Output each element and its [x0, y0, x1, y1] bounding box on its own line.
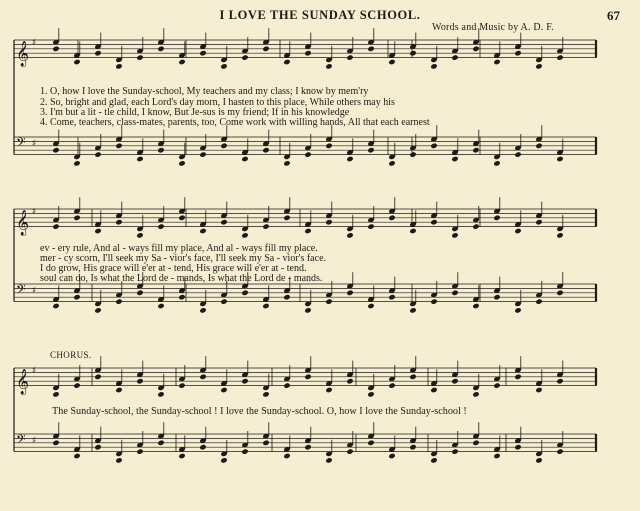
notehead — [451, 232, 458, 238]
notehead — [388, 294, 395, 300]
notehead — [493, 59, 500, 65]
notehead — [73, 160, 80, 166]
notehead — [451, 378, 458, 384]
notehead — [514, 374, 521, 380]
notehead — [283, 160, 290, 166]
notehead — [493, 160, 500, 166]
notehead — [472, 440, 479, 446]
notehead — [430, 298, 437, 304]
notehead — [409, 151, 416, 157]
verse-4-line-1: 4. Come, teachers, class-mates, parents, too, Come work with willing hands, All that each earnest — [40, 117, 430, 128]
notehead — [556, 290, 563, 296]
bass-clef-icon: 𝄢 — [16, 282, 26, 300]
notehead — [451, 448, 458, 454]
notehead — [367, 391, 374, 397]
notehead — [73, 294, 80, 300]
notehead — [94, 307, 101, 313]
notehead — [430, 63, 437, 69]
notehead — [472, 303, 479, 309]
notehead — [220, 457, 227, 463]
notehead — [472, 223, 479, 229]
verse-3-line-1: 3. I'm but a lit - tle child, I know, But Je-sus is my friend; If in his knowledge — [40, 107, 350, 118]
notehead — [346, 378, 353, 384]
notehead — [346, 448, 353, 454]
notehead — [283, 453, 290, 459]
notehead — [178, 453, 185, 459]
notehead — [535, 63, 542, 69]
notehead — [220, 298, 227, 304]
notehead — [346, 290, 353, 296]
notehead — [346, 232, 353, 238]
notehead — [325, 298, 332, 304]
notehead — [52, 223, 59, 229]
notehead — [325, 143, 332, 149]
author-credit: Words and Music by A. D. F. — [432, 22, 554, 33]
bass-clef-icon: 𝄢 — [16, 135, 26, 153]
notehead — [283, 294, 290, 300]
notehead — [241, 156, 248, 162]
notehead — [136, 448, 143, 454]
bass-clef-icon: 𝄢 — [16, 432, 26, 450]
notehead — [367, 147, 374, 153]
notehead — [304, 444, 311, 450]
notehead — [451, 54, 458, 60]
notehead — [556, 232, 563, 238]
notehead — [115, 63, 122, 69]
notehead — [52, 391, 59, 397]
notehead — [451, 290, 458, 296]
notehead — [52, 147, 59, 153]
notehead — [199, 228, 206, 234]
notehead — [409, 50, 416, 56]
treble-clef-icon: 𝄞 — [16, 41, 30, 67]
notehead — [388, 59, 395, 65]
hymn-title: I LOVE THE SUNDAY SCHOOL. — [219, 8, 421, 22]
notehead — [94, 444, 101, 450]
notehead — [430, 219, 437, 225]
notehead — [283, 215, 290, 221]
notehead — [430, 457, 437, 463]
notehead — [241, 232, 248, 238]
notehead — [220, 219, 227, 225]
page-number: 67 — [607, 8, 620, 23]
notehead — [241, 54, 248, 60]
sharp-icon: ♯ — [32, 366, 37, 376]
notehead — [472, 46, 479, 52]
sharp-icon: ♯ — [32, 436, 37, 446]
notehead — [409, 374, 416, 380]
notehead — [304, 307, 311, 313]
notehead — [556, 156, 563, 162]
notehead — [220, 63, 227, 69]
notehead — [262, 223, 269, 229]
notehead — [409, 228, 416, 234]
notehead — [73, 59, 80, 65]
notehead — [367, 303, 374, 309]
sharp-icon: ♯ — [32, 38, 37, 48]
notehead — [472, 147, 479, 153]
notehead — [52, 46, 59, 52]
notehead — [535, 457, 542, 463]
sharp-icon: ♯ — [32, 139, 37, 149]
verse-2-line-2: mer - cy scorn, I'll seek my Sa - vior's face, I'll seek my Sa - vior's face. — [40, 253, 327, 264]
notehead — [388, 160, 395, 166]
notehead — [157, 46, 164, 52]
notehead — [493, 382, 500, 388]
notehead — [241, 378, 248, 384]
notehead — [94, 228, 101, 234]
notehead — [136, 54, 143, 60]
notehead — [472, 391, 479, 397]
verse-1-line-2: ev - ery rule, And al - ways fill my place, And al - ways fill my place. — [40, 243, 318, 254]
notehead — [388, 382, 395, 388]
notehead — [220, 143, 227, 149]
notehead — [535, 219, 542, 225]
notehead — [115, 143, 122, 149]
notehead — [262, 147, 269, 153]
notehead — [451, 156, 458, 162]
notehead — [304, 151, 311, 157]
notehead — [157, 223, 164, 229]
notehead — [52, 440, 59, 446]
notehead — [115, 298, 122, 304]
notehead — [136, 378, 143, 384]
notehead — [556, 448, 563, 454]
notehead — [514, 307, 521, 313]
notehead — [514, 444, 521, 450]
notehead — [367, 223, 374, 229]
notehead — [409, 444, 416, 450]
notehead — [493, 453, 500, 459]
notehead — [514, 151, 521, 157]
verse-4-line-2: soul can do, Is what the Lord de - mands, Is what the Lord de - mands. — [40, 273, 323, 284]
notehead — [535, 387, 542, 393]
notehead — [94, 374, 101, 380]
notehead — [94, 151, 101, 157]
notehead — [325, 387, 332, 393]
notehead — [115, 457, 122, 463]
notehead — [94, 50, 101, 56]
chorus-lyric: The Sunday-school, the Sunday-school ! I love the Sunday-school. O, how I love the Sunday-school ! — [52, 406, 467, 417]
notehead — [514, 228, 521, 234]
verse-1-line-1: 1. O, how I love the Sunday-school, My teachers and my class; I know by mem'ry — [40, 86, 369, 97]
verse-3-line-2: I do grow, His grace will e'er at - tend, His grace will e'er at - tend. — [40, 263, 307, 274]
notehead — [178, 294, 185, 300]
notehead — [346, 54, 353, 60]
notehead — [325, 63, 332, 69]
notehead — [367, 440, 374, 446]
sharp-icon: ♯ — [32, 286, 37, 296]
notehead — [535, 298, 542, 304]
notehead — [178, 215, 185, 221]
notehead — [493, 215, 500, 221]
notehead — [325, 457, 332, 463]
notehead — [178, 382, 185, 388]
notehead — [157, 440, 164, 446]
notehead — [430, 143, 437, 149]
notehead — [262, 391, 269, 397]
chorus-label: CHORUS. — [50, 350, 92, 360]
notehead — [388, 453, 395, 459]
sharp-icon: ♯ — [32, 207, 37, 217]
notehead — [304, 228, 311, 234]
notehead — [262, 46, 269, 52]
notehead — [73, 453, 80, 459]
notehead — [535, 143, 542, 149]
notehead — [556, 378, 563, 384]
treble-clef-icon: 𝄞 — [16, 210, 30, 236]
notehead — [178, 160, 185, 166]
treble-clef-icon: 𝄞 — [16, 369, 30, 395]
notehead — [262, 303, 269, 309]
notehead — [136, 156, 143, 162]
notehead — [430, 387, 437, 393]
notehead — [493, 294, 500, 300]
notehead — [199, 444, 206, 450]
notehead — [199, 307, 206, 313]
notehead — [199, 50, 206, 56]
notehead — [178, 59, 185, 65]
notehead — [157, 147, 164, 153]
notehead — [283, 382, 290, 388]
notehead — [514, 50, 521, 56]
notehead — [136, 232, 143, 238]
notehead — [220, 387, 227, 393]
notehead — [115, 219, 122, 225]
notehead — [262, 440, 269, 446]
notehead — [388, 215, 395, 221]
notehead — [52, 303, 59, 309]
notehead — [199, 374, 206, 380]
notehead — [136, 290, 143, 296]
notehead — [199, 151, 206, 157]
notehead — [115, 387, 122, 393]
notehead — [325, 219, 332, 225]
notehead — [304, 374, 311, 380]
verse-2-line-1: 2. So, bright and glad, each Lord's day morn, I hasten to this place, While others may his — [40, 97, 395, 108]
notehead — [241, 448, 248, 454]
notehead — [283, 59, 290, 65]
notehead — [367, 46, 374, 52]
notehead — [409, 307, 416, 313]
notehead — [73, 382, 80, 388]
notehead — [346, 156, 353, 162]
notehead — [241, 290, 248, 296]
notehead — [157, 391, 164, 397]
notehead — [304, 50, 311, 56]
notehead — [556, 54, 563, 60]
notehead — [157, 303, 164, 309]
notehead — [73, 215, 80, 221]
